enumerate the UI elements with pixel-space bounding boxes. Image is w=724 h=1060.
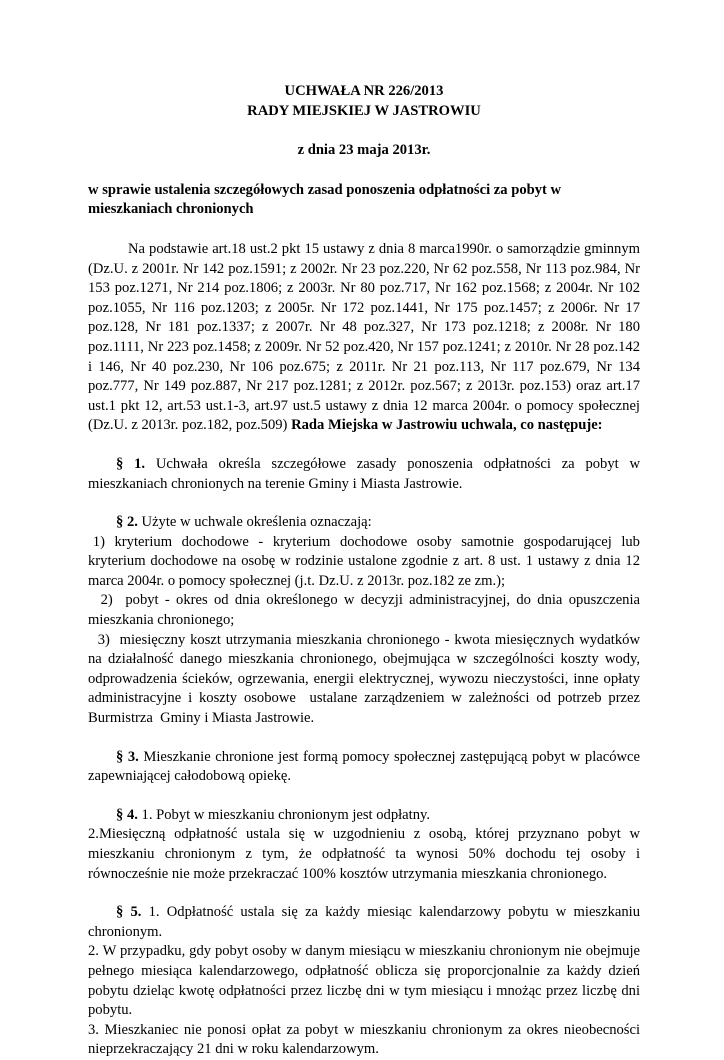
section-2-item-3: 3) miesięczny koszt utrzymania mieszkania chronionego - kwota miesięcznych wydatków na działalność danego mieszkania chronionego, obejmująca w szczególności koszty wody, odprowadzenia ścieków, ogrzewania, energii elektrycznej, wywozu nieczystości, inne opłaty administracyjne i koszty osobowe ustalane zarządzeniem w zależności od potrzeb przez Burmistrza Gminy i Miasta Jastrowie. (88, 631, 644, 727)
council-name: RADY MIEJSKIEJ W JASTROWIU (247, 102, 481, 119)
section-3-mark: § 3. (116, 748, 139, 765)
section-4-point-1: 1. Pobyt w mieszkaniu chronionym jest odpłatny. (137, 806, 431, 823)
section-5 (88, 903, 640, 1060)
legal-basis-bold: Rada Miejska w Jastrowiu uchwala, co następuje: (291, 417, 603, 434)
legal-basis (88, 240, 640, 436)
resolution-subject: w sprawie ustalenia szczegółowych zasad ponoszenia odpłatności za pobyt w mieszkaniach chronionych (88, 181, 562, 218)
resolution-number: UCHWAŁA NR 226/2013 (284, 83, 444, 99)
section-5-point-1: 1. Odpłatność ustala się za każdy miesiąc kalendarzowy pobytu w mieszkaniu chronionym. (88, 904, 640, 940)
section-2-mark: § 2. (116, 514, 138, 531)
section-3-text: Mieszkanie chronione jest formą pomocy społecznej zastępującą pobyt w placówce zapewniającej całodobową opiekę. (88, 748, 641, 785)
section-2 (88, 513, 644, 729)
section-1-mark: § 1. (116, 455, 146, 472)
section-3 (88, 748, 640, 787)
section-4 (88, 806, 640, 884)
legal-basis-text: Na podstawie art.18 ust.2 pkt 15 ustawy z dnia 8 marca1990r. o samorządzie gminnym (Dz.U. z 2001r. Nr 142 poz.1591; z 2002r. Nr 23 poz.220, Nr 62 poz.558, Nr 113 poz.984, Nr 153 poz.1271, Nr 214 poz.1806; z 2003r. Nr 80 poz.717, Nr 162 poz.1568; z 2004r. Nr 102 poz.1055, Nr 116 poz.1203; z 2005r. Nr 172 poz.1441, Nr 175 poz.1457; z 2006r. Nr 17 poz.128, Nr 181 poz.1337; z 2007r. Nr 48 poz.327, Nr 173 poz.1218; z 2008r. Nr 180 poz.1111, Nr 223 poz.1458; z 2009r. Nr 52 poz.420, Nr 157 poz.1241; z 2010r. Nr 28 poz.142 i 146, Nr 40 poz.230, Nr 106 poz.675; z 2011r. Nr 21 poz.113, Nr 117 poz.679, Nr 134 poz.777, Nr 149 poz.887, Nr 217 poz.1281; z 2012r. poz.567; z 2013r. poz.153) oraz art.17 ust.1 pkt 12, art.53 ust.1-3, art.97 ust.5 ustawy z dnia 12 marca 2004r. o pomocy społecznej (Dz.U. z 2013r. poz.182, poz.509) (88, 240, 640, 434)
section-2-item-1: 1) kryterium dochodowe - kryterium dochodowe osoby samotnie gospodarującej lub kryterium dochodowe na osobę w rodzinie ustalone zgodnie z art. 8 ust. 1 ustawy z dnia 12 marca 2004r. o pomocy społecznej (j.t. Dz.U. z 2013r. poz.182 ze zm.); (88, 533, 644, 589)
resolution-date: z dnia 23 maja 2013r. (297, 142, 431, 159)
section-4-mark: § 4. (116, 806, 138, 823)
document-page (88, 82, 644, 1060)
section-1 (88, 455, 640, 494)
section-5-mark: § 5. (116, 904, 142, 921)
section-1-text: Uchwała określa szczegółowe zasady ponoszenia odpłatności za pobyt w mieszkaniach chronionych na terenie Gminy i Miasta Jastrowie. (88, 455, 641, 492)
section-4-point-2: 2.Miesięczną odpłatność ustala się w uzgodnieniu z osobą, której przyznano pobyt w mieszkaniu chronionym z tym, że odpłatność ta wynosi 50% dochodu tej osoby i równocześnie nie może przekraczać 100% kosztów utrzymania mieszkania chronionego. (88, 826, 640, 882)
section-2-item-2: 2) pobyt - okres od dnia określonego w decyzji administracyjnej, do dnia opuszczenia mieszkania chronionego; (88, 592, 644, 629)
section-5-point-3: 3. Mieszkaniec nie ponosi opłat za pobyt w mieszkaniu chronionym za okres nieobecności nieprzekraczający 21 dni w roku kalendarzowym. (88, 1021, 640, 1058)
section-2-intro: Użyte w uchwale określenia oznaczają: (137, 514, 372, 531)
section-5-point-2: 2. W przypadku, gdy pobyt osoby w danym miesiącu w mieszkaniu chronionym nie obejmuje pełnego miesiąca kalendarzowego, odpłatność oblicza się proporcjonalnie za każdy dzień pobytu dzieląc kwotę odpłatności przez liczbę dni w tym miesiącu i mnożąc przez liczbę dni pobytu. (88, 943, 640, 1019)
